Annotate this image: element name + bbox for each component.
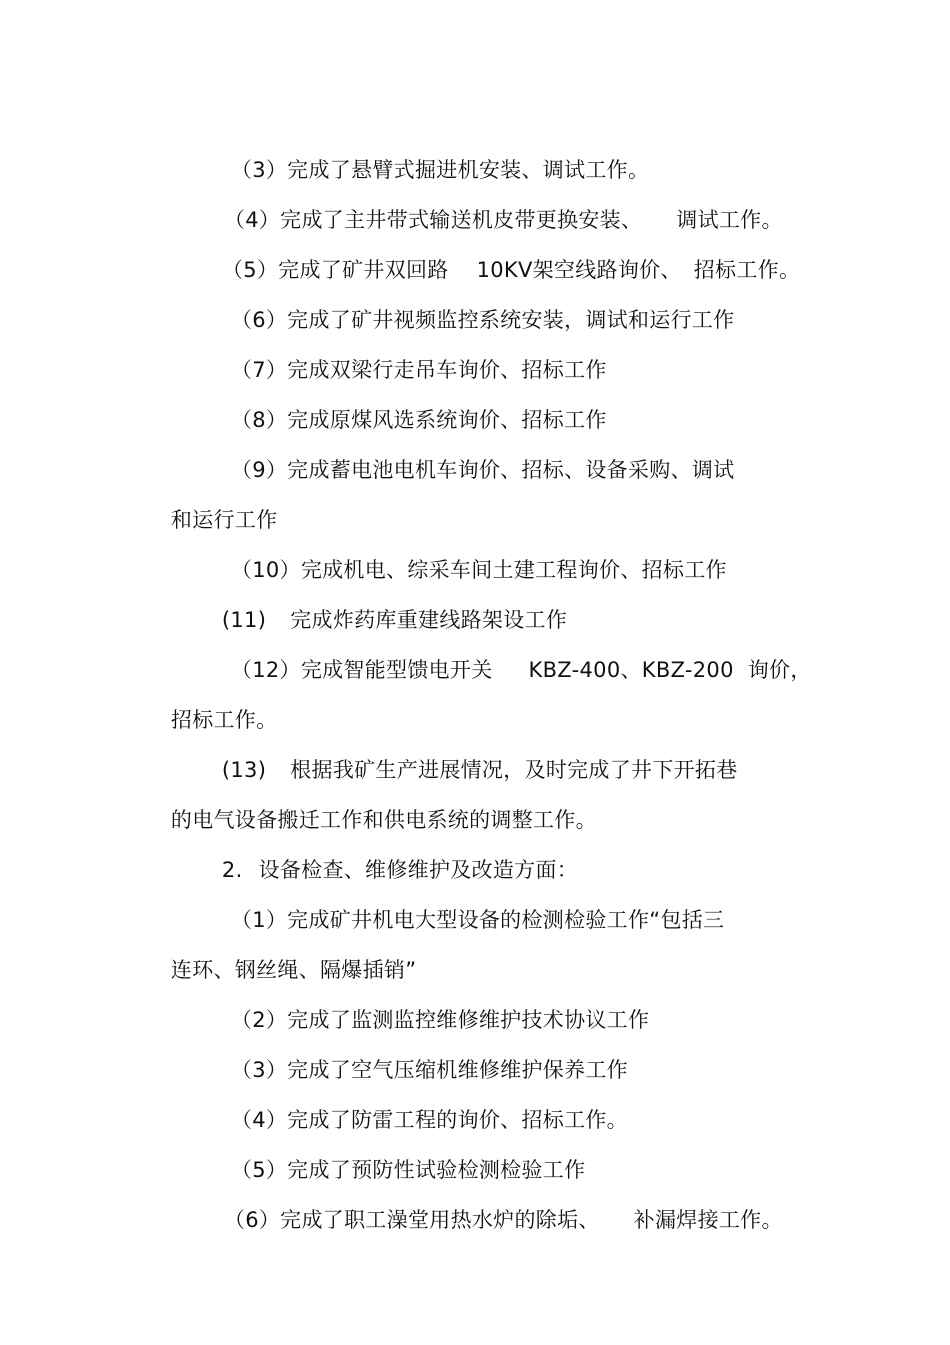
item-12-cont-text: 招标工作。 — [170, 708, 278, 732]
section-2-item-2-text: （2）完成了监测监控维修维护技术协议工作 — [230, 1008, 650, 1032]
section-2-item-3-text: （3）完成了空气压缩机维修维护保养工作 — [230, 1058, 628, 1082]
item-11-num: (11) — [221, 608, 267, 632]
item-5-text-a: （5）完成了矿井双回路 — [221, 258, 449, 282]
item-13-cont-text: 的电气设备搬迁工作和供电系统的调整工作。 — [170, 808, 597, 832]
section-2-item-1-text: （1）完成矿井机电大型设备的检测检验工作“包括三 — [230, 908, 725, 932]
item-4-text-a: （4）完成了主井带式输送机皮带更换安装、 — [223, 208, 643, 232]
section-2-item-1-cont-text: 连环、钢丝绳、隔爆插销” — [170, 958, 417, 982]
section-2-item-5-text: （5）完成了预防性试验检测检验工作 — [230, 1158, 586, 1182]
item-13-text: 根据我矿生产进展情况，及时完成了井下开拓巷 — [290, 758, 738, 782]
item-12 — [203, 628, 812, 712]
item-5-text-c: 招标工作。 — [693, 258, 801, 282]
item-8-text: （8）完成原煤风选系统询价、招标工作 — [230, 408, 607, 432]
item-12-text-a: （12）完成智能型馈电开关 — [230, 658, 493, 682]
item-5-text-b: 10KV架空线路询价、 — [476, 258, 682, 282]
section-2-item-6-text-a: （6）完成了职工澡堂用热水炉的除垢、 — [223, 1208, 600, 1232]
section-2-item-6 — [196, 1178, 783, 1262]
item-12-text-b: KBZ-400、KBZ-200 — [528, 658, 734, 682]
item-6-text: （6）完成了矿井视频监控系统安装，调试和运行工作 — [230, 308, 735, 332]
item-11-text: 完成炸药库重建线路架设工作 — [290, 608, 568, 632]
section-2-number: 2. — [221, 858, 243, 882]
item-13-num: (13) — [221, 758, 267, 782]
section-2-item-4-text: （4）完成了防雷工程的询价、招标工作。 — [230, 1108, 628, 1132]
item-4-text-b: 调试工作。 — [676, 208, 783, 232]
item-7-text: （7）完成双梁行走吊车询价、招标工作 — [230, 358, 607, 382]
section-2-item-6-text-b: 补漏焊接工作。 — [633, 1208, 783, 1232]
item-9-cont-text: 和运行工作 — [170, 508, 278, 532]
item-12-text-c: 询价， — [747, 658, 812, 682]
item-10-text: （10）完成机电、综采车间土建工程询价、招标工作 — [230, 558, 727, 582]
item-9 — [203, 428, 734, 512]
item-3-text: （3）完成了悬臂式掘进机安装、调试工作。 — [230, 158, 650, 182]
item-9-text: （9）完成蓄电池电机车询价、招标、设备采购、调试 — [230, 458, 735, 482]
section-2-title: 设备检查、维修维护及改造方面： — [258, 858, 579, 882]
